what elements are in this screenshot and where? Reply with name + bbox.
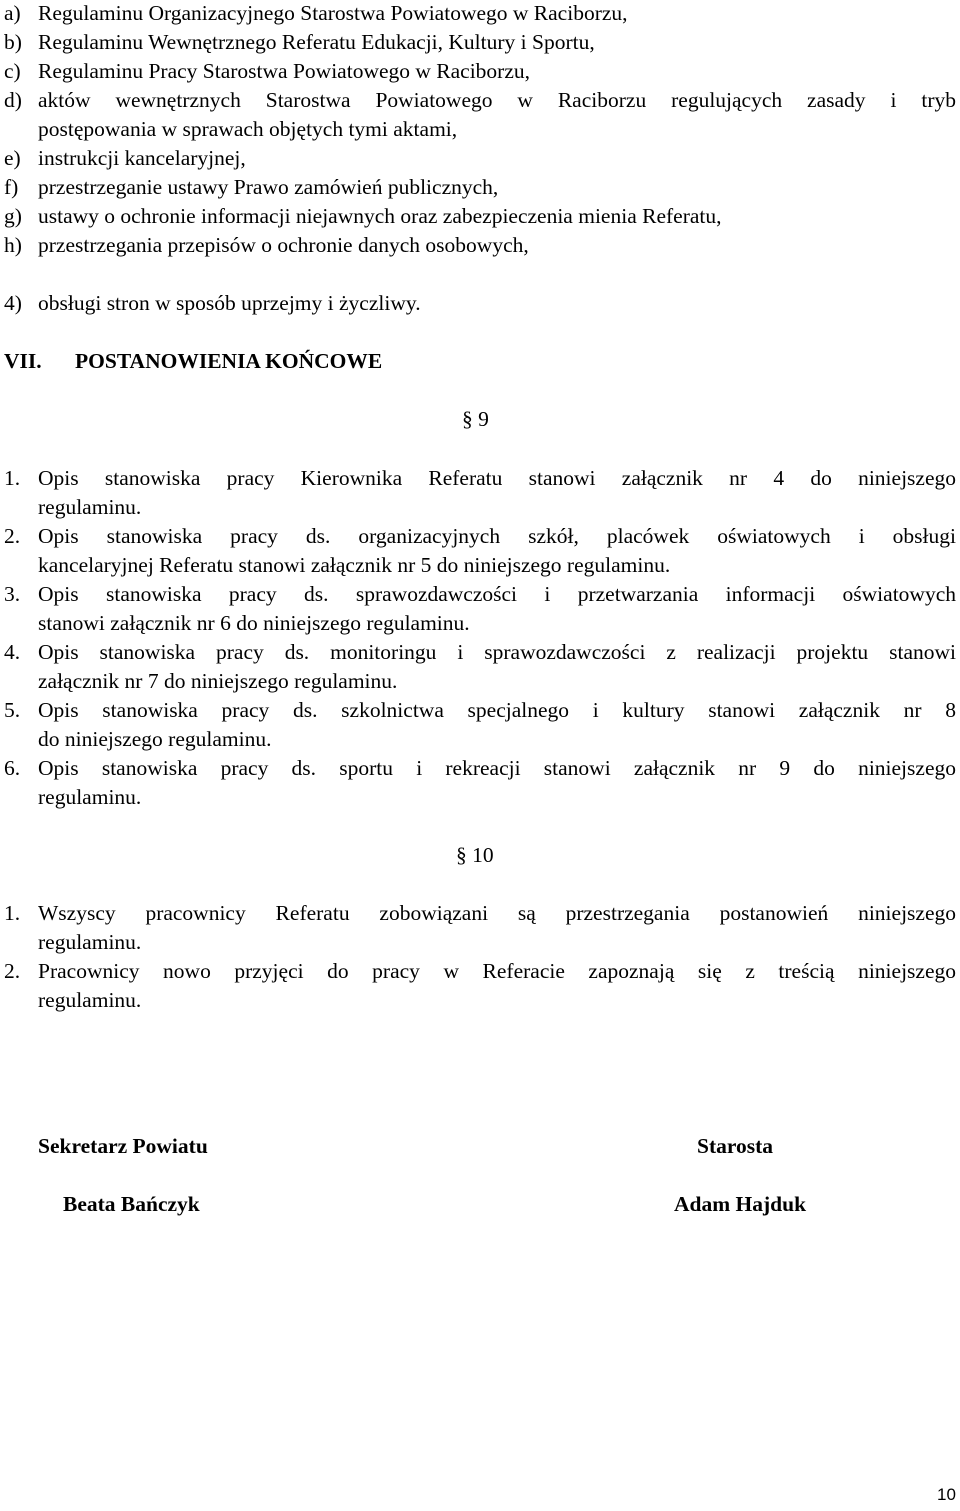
par9-item-2-line1: Opis stanowiska pracy ds. organizacyjnych szkół, placówek oświatowych i obsługi	[38, 524, 956, 548]
list-item-d-line2: postępowania w sprawach objętych tymi aktami,	[38, 117, 458, 141]
list-item-b: Regulaminu Wewnętrznego Referatu Edukacji, Kultury i Sportu,	[38, 30, 595, 54]
item-4-text: obsługi stron w sposób uprzejmy i życzliwy.	[38, 291, 421, 315]
par9-item-3-label: 3.	[4, 582, 21, 606]
par9-item-5-line1: Opis stanowiska pracy ds. szkolnictwa specjalnego i kultury stanowi załącznik nr 8	[38, 698, 956, 722]
par10-item-2-label: 2.	[4, 959, 21, 983]
par9-item-5-line2: do niniejszego regulaminu.	[38, 727, 272, 751]
par9-item-3-line2: stanowi załącznik nr 6 do niniejszego regulaminu.	[38, 611, 470, 635]
list-label-d: d)	[4, 88, 22, 112]
paragraph-9-heading: § 9	[462, 407, 489, 431]
par9-item-5-label: 5.	[4, 698, 21, 722]
par9-item-6-line2: regulaminu.	[38, 785, 142, 809]
list-label-e: e)	[4, 146, 21, 170]
par9-item-4-line1: Opis stanowiska pracy ds. monitoringu i sprawozdawczości z realizacji projektu stanowi	[38, 640, 956, 664]
page-number: 10	[937, 1485, 956, 1504]
par9-item-6-label: 6.	[4, 756, 21, 780]
signature-left-role: Sekretarz Powiatu	[38, 1134, 208, 1158]
par9-item-4-line2: załącznik nr 7 do niniejszego regulaminu.	[38, 669, 398, 693]
par9-item-2-label: 2.	[4, 524, 21, 548]
list-label-g: g)	[4, 204, 22, 228]
par9-item-1-line1: Opis stanowiska pracy Kierownika Referatu stanowi załącznik nr 4 do niniejszego	[38, 466, 956, 490]
par9-item-1-line2: regulaminu.	[38, 495, 142, 519]
section-title: POSTANOWIENIA KOŃCOWE	[75, 349, 383, 373]
par9-item-2-line2: kancelaryjnej Referatu stanowi załącznik nr 5 do niniejszego regulaminu.	[38, 553, 671, 577]
list-label-a: a)	[4, 1, 21, 25]
signature-right-role: Starosta	[697, 1134, 774, 1158]
par9-item-4-label: 4.	[4, 640, 21, 664]
list-item-c: Regulaminu Pracy Starostwa Powiatowego w Raciborzu,	[38, 59, 531, 83]
item-4-label: 4)	[4, 291, 22, 315]
list-item-d-line1: aktów wewnętrznych Starostwa Powiatowego w Raciborzu regulujących zasady i tryb	[38, 88, 956, 112]
paragraph-10-heading: § 10	[456, 843, 494, 867]
list-item-g: ustawy o ochronie informacji niejawnych oraz zabezpieczenia mienia Referatu,	[38, 204, 722, 228]
par9-item-3-line1: Opis stanowiska pracy ds. sprawozdawczości i przetwarzania informacji oświatowych	[38, 582, 956, 606]
signature-left-name: Beata Bańczyk	[63, 1192, 200, 1216]
par10-item-2-line1: Pracownicy nowo przyjęci do pracy w Referacie zapoznają się z treścią niniejszego	[38, 959, 956, 983]
list-item-e: instrukcji kancelaryjnej,	[38, 146, 246, 170]
list-item-h: przestrzegania przepisów o ochronie danych osobowych,	[38, 233, 529, 257]
list-item-f: przestrzeganie ustawy Prawo zamówień publicznych,	[38, 175, 499, 199]
list-label-f: f)	[4, 175, 19, 199]
signature-right-name: Adam Hajduk	[674, 1192, 807, 1216]
section-number: VII.	[4, 349, 42, 373]
par10-item-2-line2: regulaminu.	[38, 988, 142, 1012]
par9-item-1-label: 1.	[4, 466, 21, 490]
par10-item-1-line2: regulaminu.	[38, 930, 142, 954]
par9-item-6-line1: Opis stanowiska pracy ds. sportu i rekreacji stanowi załącznik nr 9 do niniejszego	[38, 756, 956, 780]
par10-item-1-line1: Wszyscy pracownicy Referatu zobowiązani są przestrzegania postanowień niniejszego	[38, 901, 956, 925]
list-label-b: b)	[4, 30, 22, 54]
list-label-h: h)	[4, 233, 22, 257]
par10-item-1-label: 1.	[4, 901, 21, 925]
list-item-a: Regulaminu Organizacyjnego Starostwa Powiatowego w Raciborzu,	[38, 1, 628, 25]
list-label-c: c)	[4, 59, 21, 83]
